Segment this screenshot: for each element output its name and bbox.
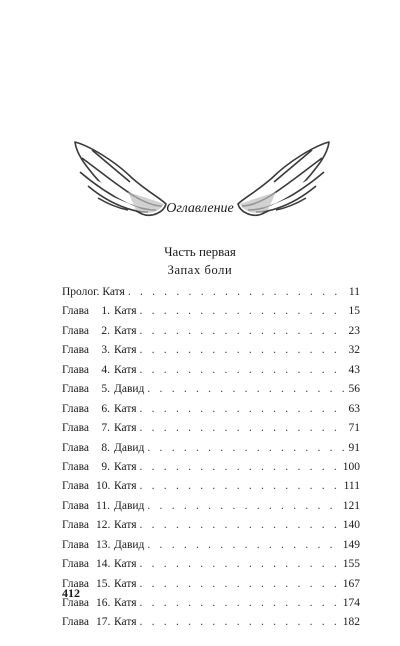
toc-entry[interactable] bbox=[62, 555, 360, 574]
toc-entry[interactable] bbox=[62, 341, 360, 360]
entry-number: 10. bbox=[96, 480, 111, 493]
entry-prefix: Глава bbox=[62, 363, 90, 376]
entry-page: 23 bbox=[348, 324, 360, 337]
entry-prefix: Глава bbox=[62, 344, 90, 357]
entry-name: Катя bbox=[114, 422, 137, 435]
entry-name: Катя bbox=[114, 402, 137, 415]
entry-number: 6. bbox=[101, 402, 110, 415]
leader-dots bbox=[140, 613, 340, 632]
leader-dots bbox=[140, 400, 346, 419]
entry-prefix: Глава bbox=[62, 519, 90, 532]
leader-dots bbox=[140, 302, 346, 321]
leader-dots bbox=[147, 439, 345, 458]
entry-name: Катя bbox=[114, 558, 137, 571]
toc-list bbox=[62, 283, 360, 633]
entry-page: 56 bbox=[348, 383, 360, 396]
entry-name: Катя bbox=[114, 597, 137, 609]
right-wing-icon bbox=[234, 138, 334, 228]
entry-prefix: Глава bbox=[62, 324, 90, 337]
toc-entry[interactable] bbox=[62, 477, 360, 496]
entry-prefix: Глава bbox=[62, 577, 90, 590]
entry-name: Катя bbox=[114, 577, 137, 590]
entry-number: 3. bbox=[101, 344, 110, 357]
toc-entry[interactable] bbox=[62, 594, 360, 613]
entry-page: 174 bbox=[342, 597, 360, 609]
entry-number: 7. bbox=[101, 422, 110, 435]
entry-page: 91 bbox=[348, 441, 360, 454]
toc-entry[interactable] bbox=[62, 380, 360, 399]
entry-page: 155 bbox=[342, 558, 360, 571]
entry-number: 8. bbox=[101, 441, 110, 454]
entry-prefix: Глава bbox=[62, 383, 90, 396]
entry-number: 14. bbox=[96, 558, 111, 571]
leader-dots bbox=[140, 458, 340, 477]
entry-name: Давид bbox=[114, 499, 145, 512]
toc-entry[interactable] bbox=[62, 322, 360, 341]
entry-prefix: Глава bbox=[62, 499, 90, 512]
toc-entry[interactable] bbox=[62, 575, 360, 594]
entry-name: Катя bbox=[114, 519, 137, 532]
toc-entry[interactable] bbox=[62, 536, 360, 555]
entry-name: Катя bbox=[114, 460, 137, 473]
entry-number: 9. bbox=[101, 460, 110, 473]
entry-number: 15. bbox=[96, 577, 111, 590]
leader-dots bbox=[147, 380, 345, 399]
entry-number: 4. bbox=[101, 363, 110, 376]
leader-dots bbox=[140, 516, 340, 535]
entry-page: 182 bbox=[342, 616, 360, 629]
leader-dots bbox=[140, 322, 346, 341]
entry-prefix: Глава bbox=[62, 460, 90, 473]
part-title: Часть первая bbox=[164, 244, 236, 259]
entry-page: 140 bbox=[342, 519, 360, 532]
entry-prefix: Глава bbox=[62, 441, 90, 454]
toc-entry[interactable] bbox=[62, 613, 360, 632]
entry-page: 100 bbox=[342, 460, 360, 473]
entry-number: 1. bbox=[101, 305, 110, 318]
entry-number: 13. bbox=[96, 538, 111, 551]
entry-name: Давид bbox=[114, 383, 145, 396]
entry-page: 121 bbox=[342, 499, 360, 512]
leader-dots bbox=[140, 594, 340, 613]
toc-entry[interactable] bbox=[62, 283, 360, 302]
toc-header bbox=[0, 138, 400, 228]
entry-page: 71 bbox=[348, 422, 360, 435]
part-subtitle: Запах боли bbox=[167, 263, 233, 277]
entry-page: 111 bbox=[343, 480, 360, 493]
leader-dots bbox=[140, 341, 346, 360]
leader-dots bbox=[147, 536, 339, 555]
entry-page: 43 bbox=[348, 363, 360, 376]
entry-prefix: Глава bbox=[62, 305, 90, 318]
entry-name: Катя bbox=[114, 616, 137, 629]
entry-page: 167 bbox=[342, 577, 360, 590]
entry-name: Давид bbox=[114, 441, 145, 454]
entry-name: Катя bbox=[114, 480, 137, 493]
entry-page: 32 bbox=[348, 344, 360, 357]
leader-dots bbox=[140, 477, 341, 496]
entry-page: 11 bbox=[348, 286, 360, 298]
entry-prefix: Глава bbox=[62, 597, 90, 609]
entry-number: 11. bbox=[96, 499, 110, 512]
entry-prefix: Глава bbox=[62, 422, 90, 435]
entry-page: 15 bbox=[348, 305, 360, 318]
entry-prefix: Пролог. bbox=[62, 286, 100, 298]
leader-dots bbox=[140, 575, 340, 594]
entry-number: 5. bbox=[101, 383, 110, 396]
toc-title: Оглавление bbox=[166, 201, 234, 216]
leader-dots bbox=[140, 555, 340, 574]
entry-name: Катя bbox=[102, 286, 125, 298]
entry-prefix: Глава bbox=[62, 538, 90, 551]
toc-entry[interactable] bbox=[62, 497, 360, 516]
toc-entry[interactable] bbox=[62, 439, 360, 458]
toc-entry[interactable] bbox=[62, 516, 360, 535]
leader-dots bbox=[140, 419, 346, 438]
entry-name: Катя bbox=[114, 344, 137, 357]
toc-entry[interactable] bbox=[62, 302, 360, 321]
entry-prefix: Глава bbox=[62, 480, 90, 493]
toc-entry[interactable] bbox=[62, 419, 360, 438]
entry-page: 149 bbox=[342, 538, 360, 551]
entry-name: Катя bbox=[114, 363, 137, 376]
leader-dots bbox=[147, 497, 339, 516]
leader-dots bbox=[128, 283, 346, 302]
page-number: 412 bbox=[62, 586, 80, 600]
entry-number: 12. bbox=[96, 519, 111, 532]
toc-entry[interactable] bbox=[62, 400, 360, 419]
entry-number: 2. bbox=[101, 324, 110, 337]
leader-dots bbox=[140, 361, 346, 380]
entry-prefix: Глава bbox=[62, 558, 90, 571]
entry-name: Давид bbox=[114, 538, 145, 551]
entry-name: Катя bbox=[114, 324, 137, 337]
entry-page: 63 bbox=[348, 402, 360, 415]
entry-prefix: Глава bbox=[62, 616, 90, 629]
entry-prefix: Глава bbox=[62, 402, 90, 415]
entry-number: 16. bbox=[96, 597, 111, 609]
entry-name: Катя bbox=[114, 305, 137, 318]
entry-number: 17. bbox=[96, 616, 111, 629]
toc-entry[interactable] bbox=[62, 361, 360, 380]
toc-entry[interactable] bbox=[62, 458, 360, 477]
